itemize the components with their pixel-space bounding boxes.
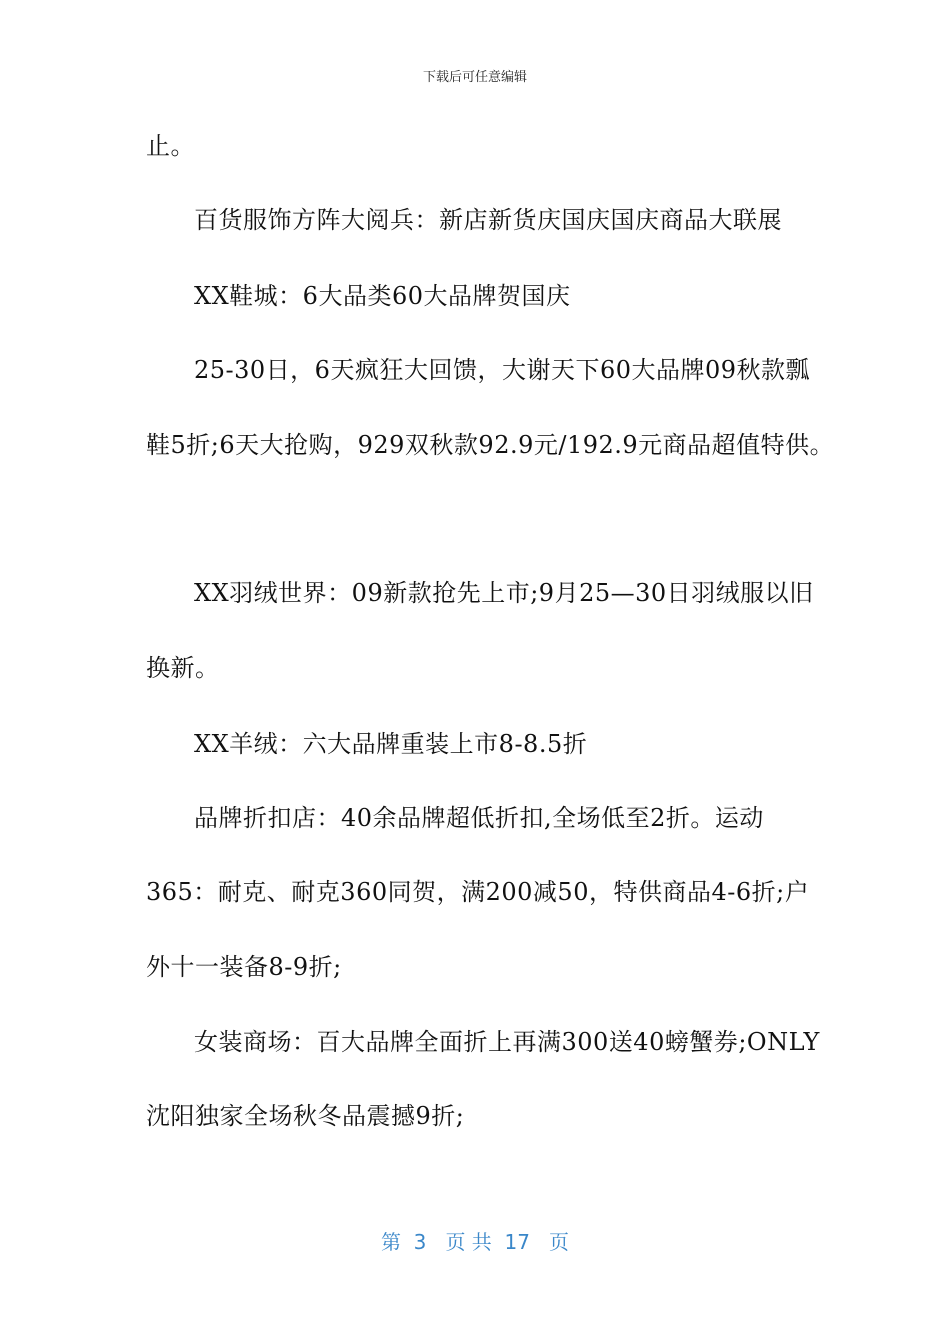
paragraph-line: 沈阳独家全场秋冬品震撼9折; [146, 1102, 465, 1130]
page-number-footer: 第 3 页 共 17 页 [380, 1230, 570, 1254]
paragraph-line: 365：耐克、耐克360同贺，满200减50，特供商品4-6折;户 [146, 878, 810, 906]
paragraph-line: 25-30日，6天疯狂大回馈，大谢天下60大品牌09秋款瓢 [194, 356, 811, 384]
paragraph-line: 百货服饰方阵大阅兵：新店新货庆国庆国庆商品大联展 [194, 206, 782, 234]
paragraph-line: XX羽绒世界：09新款抢先上市;9月25—30日羽绒服以旧 [194, 579, 814, 607]
paragraph-line: 止。 [146, 132, 195, 160]
paragraph-line: 品牌折扣店：40余品牌超低折扣,全场低至2折。运动 [194, 804, 764, 832]
paragraph-line: 鞋5折;6天大抢购，929双秋款92.9元/192.9元商品超值特供。 [146, 431, 835, 459]
paragraph-line: XX羊绒：六大品牌重装上市8-8.5折 [194, 730, 588, 758]
page-header-note: 下载后可任意编辑 [422, 70, 527, 85]
paragraph-line: 外十一装备8-9折; [146, 953, 342, 981]
paragraph-line: XX鞋城：6大品类60大品牌贺国庆 [194, 282, 571, 310]
paragraph-line: 换新。 [146, 654, 220, 682]
paragraph-line: 女装商场：百大品牌全面折上再满300送40螃蟹券;ONLY [194, 1028, 820, 1056]
